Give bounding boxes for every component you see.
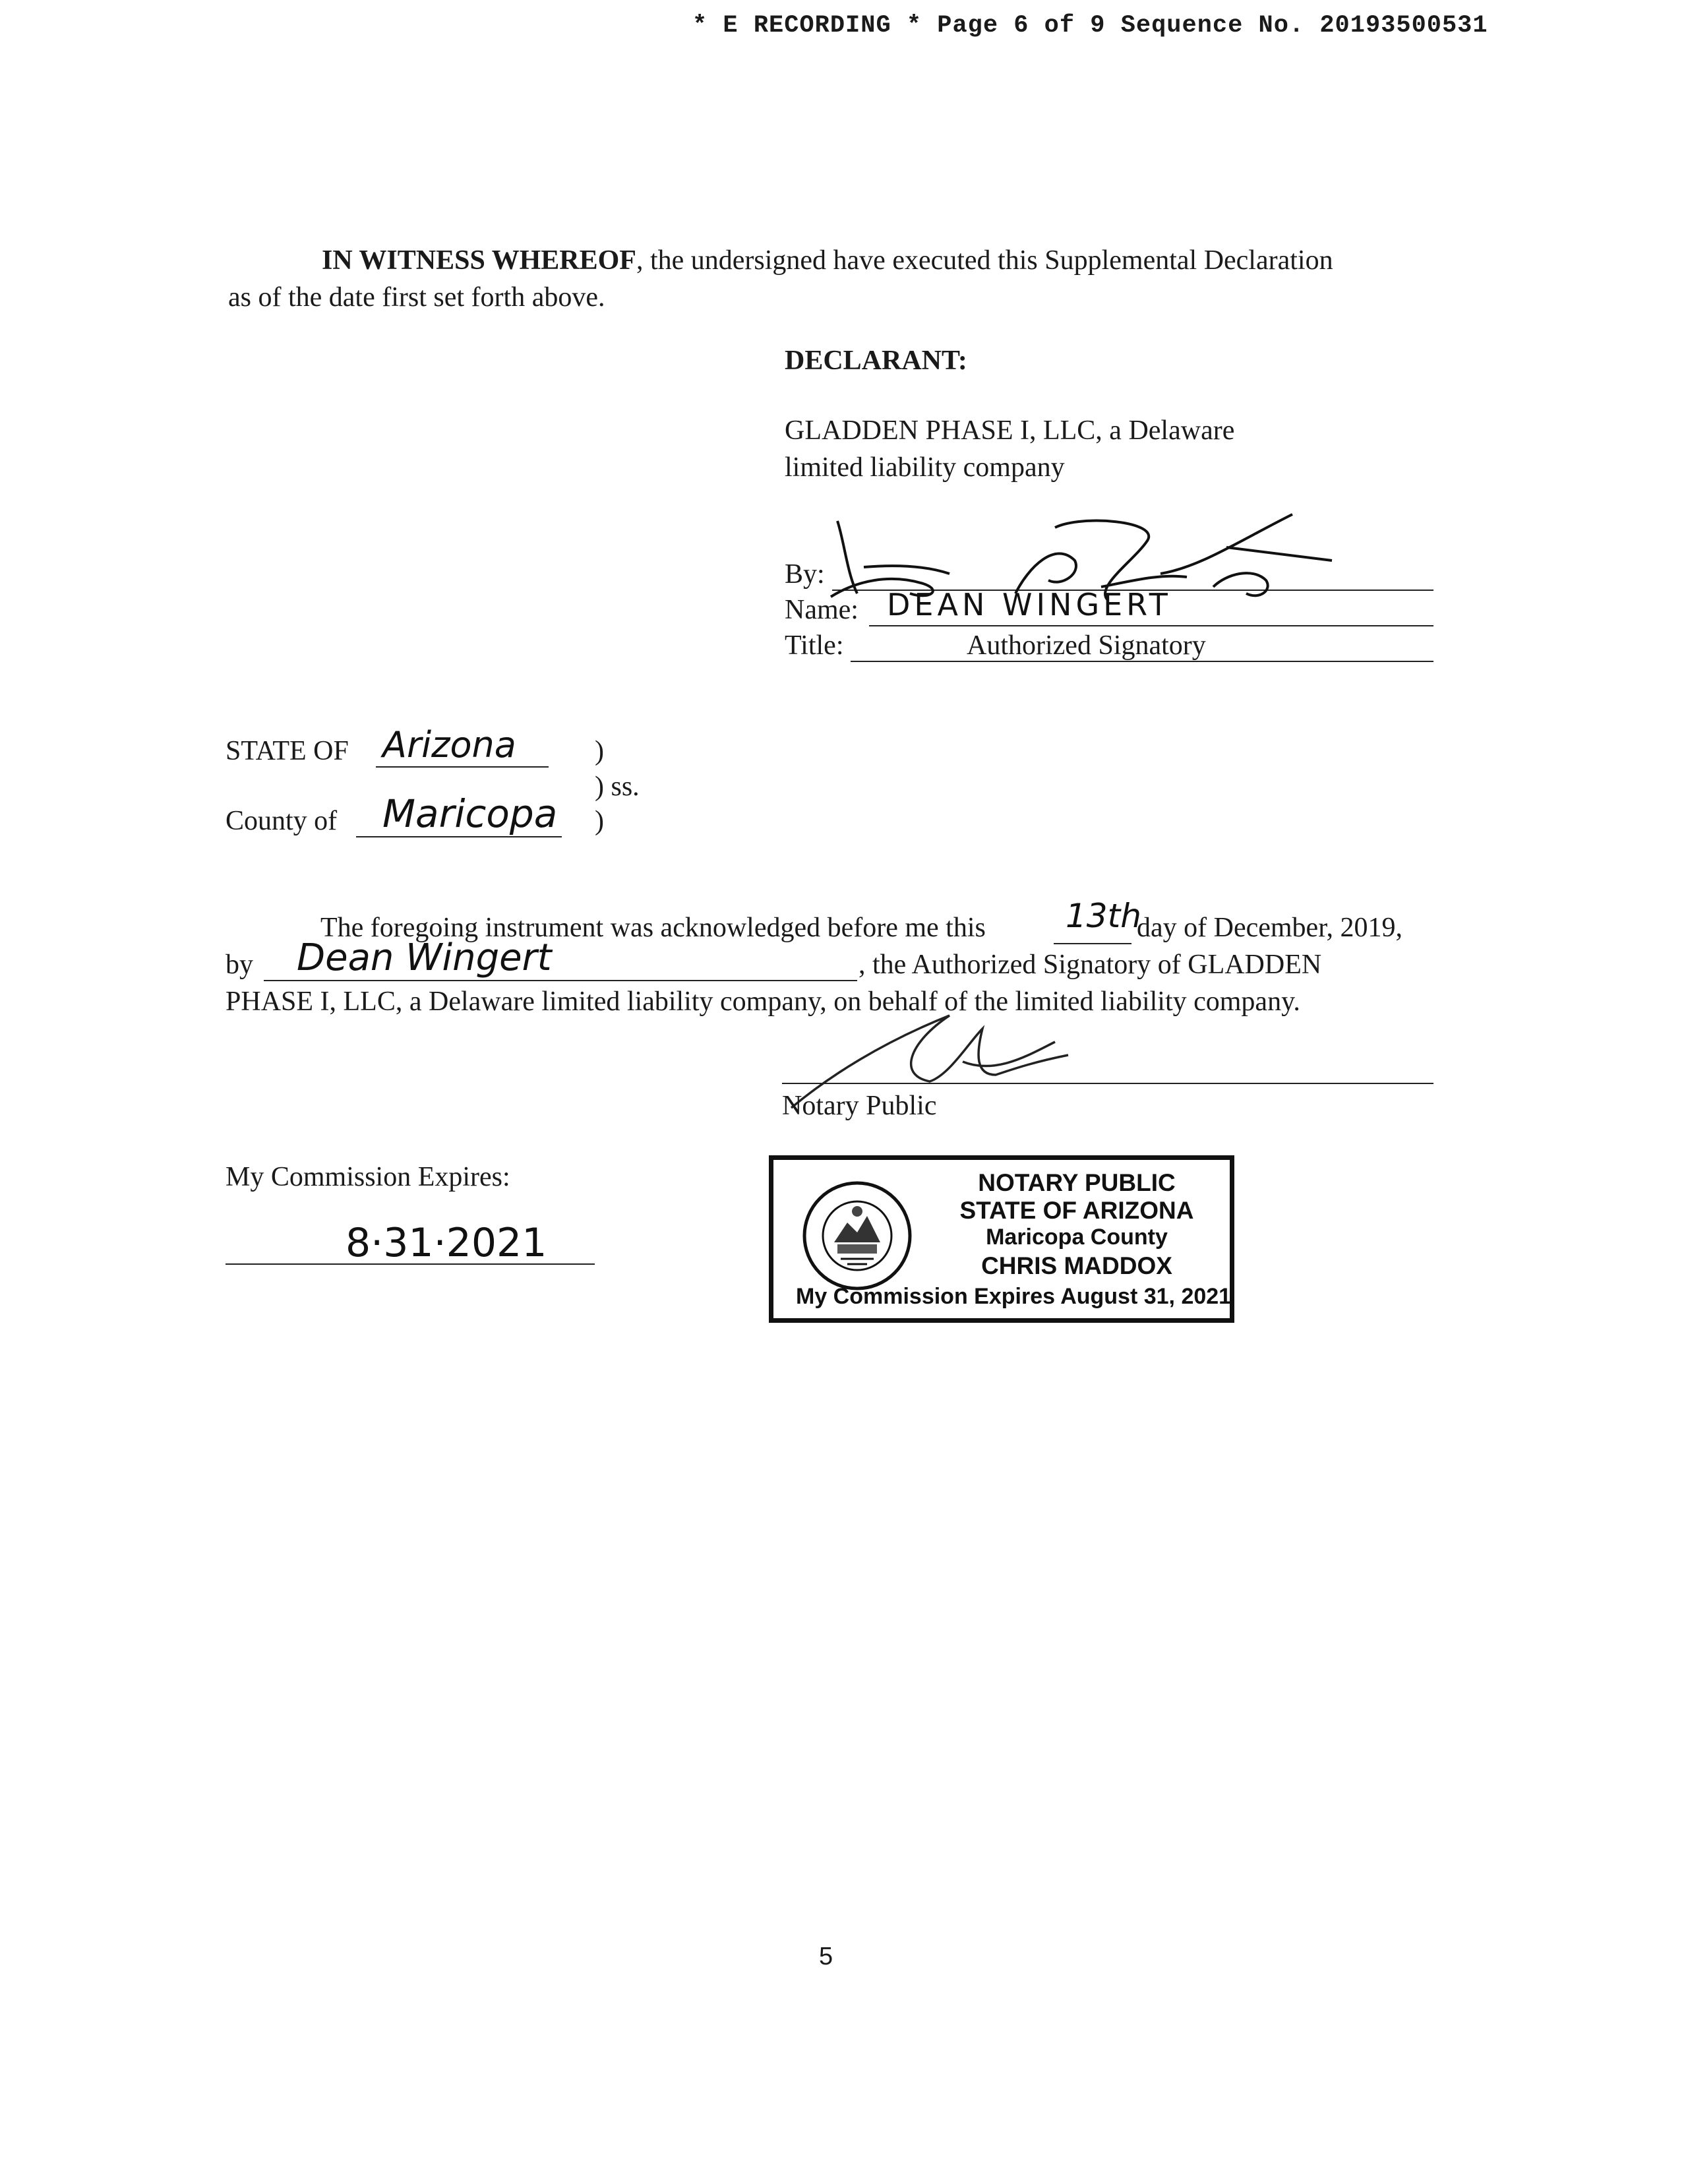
name-line	[869, 625, 1433, 626]
declarant-entity-line-1: GLADDEN PHASE I, LLC, a Delaware	[785, 415, 1235, 446]
stamp-line-4: CHRIS MADDOX	[981, 1252, 1172, 1279]
notary-signature-line	[782, 1083, 1433, 1084]
ack-by-value: Dean Wingert	[297, 936, 552, 979]
arizona-seal-icon	[801, 1180, 913, 1292]
title-line	[851, 661, 1433, 662]
day-value: 13th	[1066, 897, 1141, 935]
stamp-line-1: NOTARY PUBLIC	[978, 1169, 1176, 1196]
name-value: DEAN WINGERT	[887, 587, 1172, 622]
state-value: Arizona	[382, 724, 516, 766]
ack-by-label: by	[226, 950, 253, 980]
state-label: STATE OF	[226, 736, 349, 766]
page-number: 5	[819, 1943, 833, 1970]
state-line	[376, 766, 549, 768]
commission-value: 8·31·2021	[346, 1220, 547, 1266]
by-label: By:	[785, 559, 825, 590]
declarant-entity-line-2: limited liability company	[785, 452, 1065, 483]
day-line	[1054, 943, 1131, 944]
venue-ss: ) ss.	[595, 772, 640, 802]
witness-lead: IN WITNESS WHEREOF	[322, 245, 636, 276]
ack-line-1-a: The foregoing instrument was acknowledged before me this	[320, 913, 986, 943]
commission-line	[226, 1263, 595, 1265]
declarant-heading: DECLARANT:	[785, 346, 967, 376]
ack-line-1-b: day of December, 2019,	[1137, 913, 1402, 943]
stamp-line-5: My Commission Expires August 31, 2021	[796, 1284, 1232, 1309]
stamp-line-2: STATE OF ARIZONA	[959, 1197, 1194, 1224]
venue-paren-2: )	[595, 806, 604, 836]
title-value: Authorized Signatory	[967, 630, 1206, 661]
county-label: County of	[226, 806, 338, 836]
ack-line-2-b: , the Authorized Signatory of GLADDEN	[859, 950, 1322, 980]
witness-line-2: as of the date first set forth above.	[228, 282, 605, 313]
title-label: Title:	[785, 630, 844, 661]
ack-line-3: PHASE I, LLC, a Delaware limited liability company, on behalf of the limited liability company.	[226, 986, 1300, 1017]
witness-line-1	[322, 245, 1333, 276]
ack-by-line	[264, 980, 857, 981]
venue-paren-1: )	[595, 736, 604, 766]
county-line	[356, 836, 562, 837]
witness-line-1-text: , the undersigned have executed this Supplemental Declaration	[636, 245, 1333, 276]
name-label: Name:	[785, 595, 859, 625]
recording-header: * E RECORDING * Page 6 of 9 Sequence No. 20193500531	[692, 12, 1488, 40]
commission-label: My Commission Expires:	[226, 1162, 510, 1192]
notary-stamp	[769, 1155, 1234, 1323]
stamp-line-3: Maricopa County	[986, 1225, 1168, 1250]
county-value: Maricopa	[382, 791, 558, 836]
notary-label: Notary Public	[782, 1091, 937, 1121]
